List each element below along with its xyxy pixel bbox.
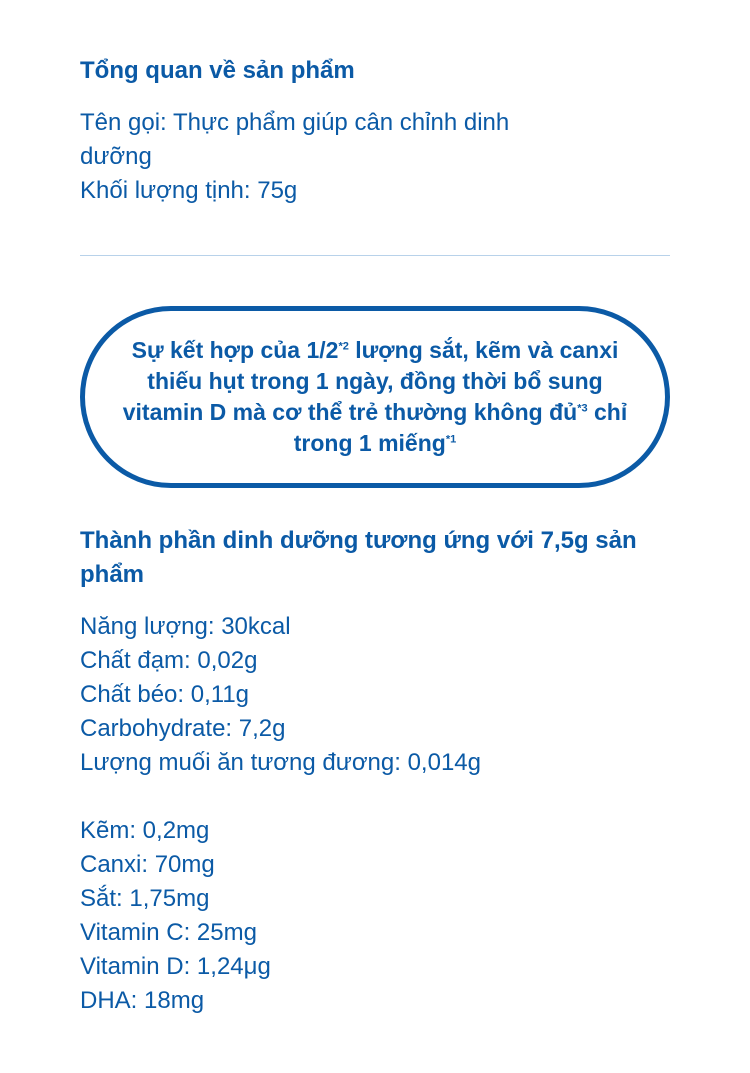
section-divider [80, 255, 670, 256]
nutrition-item-fat: Chất béo: 0,11g [80, 681, 250, 708]
footnote-mark-3: *3 [577, 402, 588, 415]
nutrition-item-dha: DHA: 18mg [80, 987, 205, 1014]
nutrition-item-vitamin-d: Vitamin D: 1,24μg [80, 953, 271, 980]
nutrition-item-salt: Lượng muối ăn tương đương: 0,014g [80, 749, 481, 776]
nutrition-list-macros [80, 610, 481, 780]
product-name-line: Tên gọi: Thực phẩm giúp cân chỉnh dinh [80, 109, 510, 136]
nutrition-list-minerals [80, 814, 271, 1018]
highlight-part-3: chỉ trong 1 miếng [293, 399, 628, 456]
highlight-box [80, 306, 670, 488]
nutrition-item-iron: Sắt: 1,75mg [80, 885, 210, 912]
net-weight-line: Khối lượng tịnh: 75g [80, 177, 298, 204]
nutrition-item-calcium: Canxi: 70mg [80, 851, 215, 878]
highlight-part-1: Sự kết hợp của 1/2 [131, 337, 339, 363]
overview-body [80, 106, 640, 208]
footnote-mark-1: *1 [445, 433, 457, 446]
footnote-mark-2: *2 [338, 340, 349, 353]
nutrition-item-protein: Chất đạm: 0,02g [80, 647, 258, 674]
nutrition-item-vitamin-c: Vitamin C: 25mg [80, 919, 257, 946]
nutrition-item-zinc: Kẽm: 0,2mg [80, 817, 210, 844]
nutrition-item-energy: Năng lượng: 30kcal [80, 613, 291, 640]
nutrition-item-carbohydrate: Carbohydrate: 7,2g [80, 715, 286, 742]
product-name-line-cont: dưỡng [80, 143, 152, 170]
overview-title: Tổng quan về sản phẩm [80, 57, 355, 84]
nutrition-title: Thành phần dinh dưỡng tương ứng với 7,5g sản phẩm [80, 527, 637, 588]
highlight-part-2: lượng sắt, kẽm và canxi thiếu hụt trong 1 ngày, đồng thời bổ sung vitamin D mà cơ thể trẻ thường không đủ [122, 337, 619, 425]
highlight-text [115, 335, 635, 459]
